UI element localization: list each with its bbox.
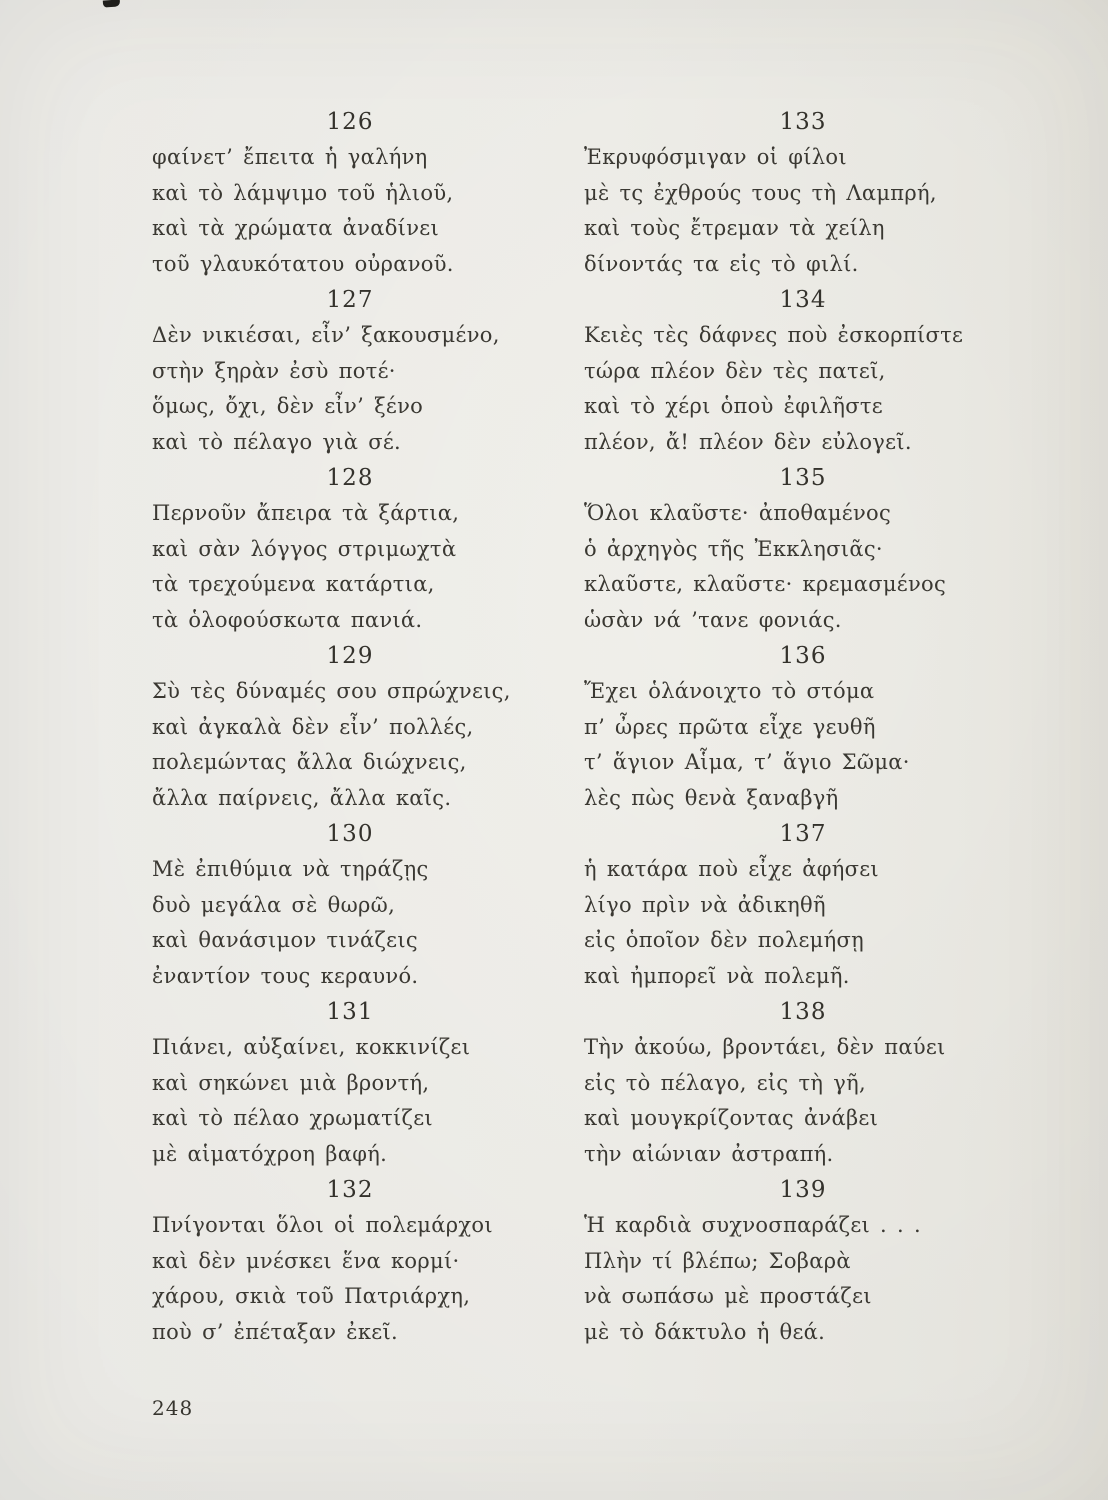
- stanza-columns: [152, 104, 1022, 1350]
- verse-line: ὁ ἀρχηγὸς τῆς Ἐκκλησιᾶς·: [584, 536, 883, 561]
- verse-line: ὡσὰν νά ’τανε φονιάς.: [584, 607, 842, 632]
- verse-line: τὴν αἰώνιαν ἀστραπή.: [584, 1141, 834, 1166]
- verse-line: εἰς ὁποῖον δὲν πολεμήσῃ: [584, 928, 864, 952]
- scan-artifact: [103, 0, 120, 8]
- stanza-number: 133: [779, 109, 827, 135]
- stanza-number: 135: [779, 465, 827, 491]
- stanza-135: [584, 460, 1022, 638]
- stanza-131: [152, 994, 548, 1172]
- stanza-number: 130: [326, 821, 374, 847]
- column-right: [584, 104, 1022, 1350]
- verse-line: κλαῦστε, κλαῦστε· κρεμασμένος: [584, 572, 947, 596]
- stanza-number: 138: [779, 999, 827, 1025]
- verse-line: Κειὲς τὲς δάφνες ποὺ ἐσκορπίστε: [584, 323, 964, 347]
- verse-line: τοῦ γλαυκότατου οὐρανοῦ.: [152, 251, 454, 276]
- verse-line: καὶ τὸ πέλαο χρωματίζει: [152, 1106, 433, 1130]
- verse-line: Ἡ καρδιὰ συχνοσπαράζει . . .: [584, 1213, 921, 1237]
- verse-line: καὶ τὸ λάμψιμο τοῦ ἡλιοῦ,: [152, 180, 454, 205]
- stanza-number: 137: [779, 821, 827, 847]
- verse-line: καὶ σὰν λόγγος στριμωχτὰ: [152, 536, 457, 561]
- stanza-number: 127: [326, 287, 374, 313]
- verse-line: καὶ τὸ πέλαγο γιὰ σέ.: [152, 429, 402, 454]
- verse-line: μὲ τὸ δάκτυλο ἡ θεά.: [584, 1319, 826, 1344]
- stanza-139: [584, 1172, 1022, 1350]
- verse-line: καὶ σηκώνει μιὰ βροντή,: [152, 1070, 430, 1095]
- verse-line: μὲ τς ἐχθρούς τους τὴ Λαμπρή,: [584, 180, 937, 205]
- verse-line: ὅμως, ὄχι, δὲν εἶν’ ξένο: [152, 394, 424, 418]
- verse-line: καὶ τοὺς ἔτρεμαν τὰ χείλη: [584, 216, 885, 240]
- verse-line: Σὺ τὲς δύναμές σου σπρώχνεις,: [152, 679, 511, 703]
- verse-line: λίγο πρὶν νὰ ἀδικηθῆ: [584, 892, 826, 917]
- stanza-126: [152, 104, 548, 282]
- verse-line: καὶ θανάσιμον τινάζεις: [152, 928, 418, 952]
- stanza-number: 134: [779, 287, 827, 313]
- stanza-132: [152, 1172, 548, 1350]
- column-left: [152, 104, 548, 1350]
- stanza-number: 126: [326, 109, 374, 135]
- verse-line: πλέον, ἄ! πλέον δὲν εὐλογεῖ.: [584, 429, 912, 454]
- verse-line: τὰ τρεχούμενα κατάρτια,: [152, 572, 435, 596]
- verse-line: εἰς τὸ πέλαγο, εἰς τὴ γῆ,: [584, 1070, 866, 1095]
- verse-line: στὴν ξηρὰν ἐσὺ ποτέ·: [152, 358, 396, 383]
- stanza-128: [152, 460, 548, 638]
- verse-line: καὶ τὰ χρώματα ἀναδίνει: [152, 216, 439, 240]
- verse-line: Μὲ ἐπιθύμια νὰ τηράζῃς: [152, 857, 429, 881]
- verse-line: δυὸ μεγάλα σὲ θωρῶ,: [152, 892, 396, 917]
- verse-line: λὲς πὼς θενὰ ξαναβγῆ: [584, 785, 839, 810]
- verse-line: π’ ὦρες πρῶτα εἶχε γευθῆ: [584, 714, 876, 739]
- verse-line: Ὅλοι κλαῦστε· ἀποθαμένος: [584, 501, 892, 525]
- stanza-136: [584, 638, 1022, 816]
- verse-line: μὲ αἱματόχροη βαφή.: [152, 1141, 388, 1166]
- verse-line: ἡ κατάρα ποὺ εἶχε ἀφήσει: [584, 857, 879, 881]
- verse-line: Δὲν νικιέσαι, εἶν’ ξακουσμένο,: [152, 323, 500, 347]
- stanza-129: [152, 638, 548, 816]
- verse-line: καὶ μουγκρίζοντας ἀνάβει: [584, 1106, 879, 1130]
- verse-line: καὶ τὸ χέρι ὁποὺ ἐφιλῆστε: [584, 394, 883, 418]
- stanza-134: [584, 282, 1022, 460]
- verse-line: Πνίγονται ὅλοι οἱ πολεμάρχοι: [152, 1213, 493, 1237]
- verse-line: δίνοντάς τα εἰς τὸ φιλί.: [584, 251, 859, 276]
- verse-line: Ἔχει ὁλάνοιχτο τὸ στόμα: [584, 679, 875, 703]
- verse-line: φαίνετ’ ἔπειτα ἡ γαλήνη: [152, 145, 428, 169]
- stanza-133: [584, 104, 1022, 282]
- verse-line: ἐναντίον τους κεραυνό.: [152, 963, 419, 988]
- verse-line: καὶ ἀγκαλὰ δὲν εἶν’ πολλές,: [152, 714, 474, 739]
- stanza-127: [152, 282, 548, 460]
- verse-line: Πλὴν τί βλέπω; Σοβαρὰ: [584, 1248, 851, 1273]
- stanza-number: 131: [326, 999, 374, 1025]
- stanza-number: 132: [326, 1177, 374, 1203]
- stanza-number: 136: [779, 643, 827, 669]
- verse-line: τ’ ἅγιον Αἷμα, τ’ ἅγιο Σῶμα·: [584, 750, 910, 774]
- stanza-number: 139: [779, 1177, 827, 1203]
- stanza-number: 128: [326, 465, 374, 491]
- stanza-number: 129: [326, 643, 374, 669]
- verse-line: ποὺ σ’ ἐπέταξαν ἐκεῖ.: [152, 1319, 398, 1344]
- verse-line: πολεμώντας ἄλλα διώχνεις,: [152, 750, 467, 774]
- verse-line: Τὴν ἀκούω, βροντάει, δὲν παύει: [584, 1035, 946, 1059]
- verse-line: τὰ ὁλοφούσκωτα πανιά.: [152, 607, 423, 632]
- verse-line: Πιάνει, αὐξαίνει, κοκκινίζει: [152, 1035, 471, 1059]
- stanza-138: [584, 994, 1022, 1172]
- verse-line: καὶ ἠμπορεῖ νὰ πολεμῆ.: [584, 963, 850, 988]
- verse-line: Ἐκρυφόσμιγαν οἱ φίλοι: [584, 145, 847, 169]
- verse-line: καὶ δὲν μνέσκει ἕνα κορμί·: [152, 1248, 460, 1273]
- stanza-137: [584, 816, 1022, 994]
- verse-line: Περνοῦν ἄπειρα τὰ ξάρτια,: [152, 501, 460, 525]
- verse-line: χάρου, σκιὰ τοῦ Πατριάρχη,: [152, 1284, 471, 1308]
- verse-line: ἄλλα παίρνεις, ἄλλα καῖς.: [152, 785, 452, 810]
- stanza-130: [152, 816, 548, 994]
- page-number: 248: [152, 1396, 194, 1420]
- verse-line: τώρα πλέον δὲν τὲς πατεῖ,: [584, 358, 886, 383]
- verse-line: νὰ σωπάσω μὲ προστάζει: [584, 1284, 872, 1308]
